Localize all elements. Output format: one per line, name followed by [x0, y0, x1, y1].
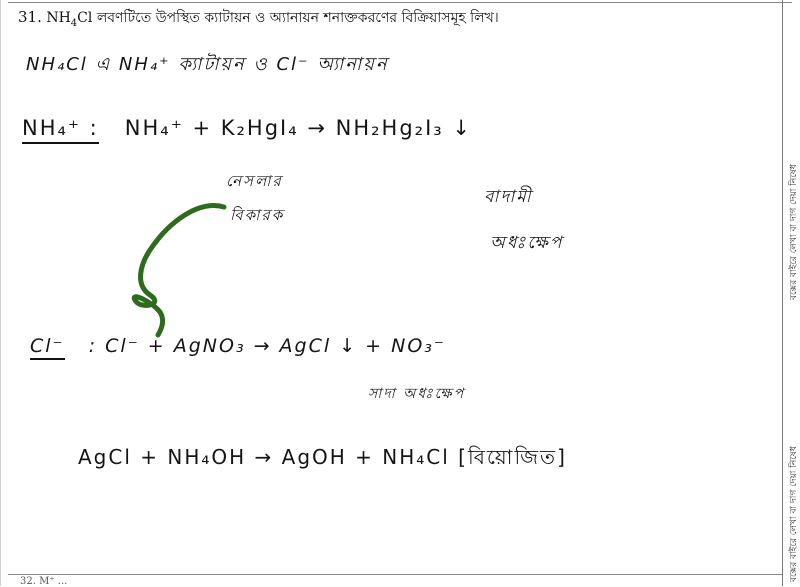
answer-line-dissolution: AgCl + NH₄OH → AgOH + NH₄Cl [বিয়োজিত] [78, 445, 567, 469]
chloride-equation: : Cl⁻ + AgNO₃ → AgCl ↓ + NO₃⁻ [88, 335, 446, 357]
margin-warning-bottom: বক্সের বাইরে লেখা বা দাগ দেয়া নিষেধ [789, 446, 799, 582]
note-precipitate: অধঃক্ষেপ [490, 233, 564, 253]
question-text: লবণটিতে উপস্থিত ক্যাটায়ন ও অ্যানায়ন শনাক্তকরণের বিক্রিয়াসমূহ লিখ। [96, 10, 499, 26]
answer-line-ammonium-test [22, 116, 472, 140]
ammonium-equation: NH₄⁺ + K₂HgI₄ → NH₂Hg₂I₃ ↓ [124, 116, 472, 140]
question-prompt [18, 6, 499, 30]
answer-line-ions: NH₄Cl এ NH₄⁺ ক্যাটায়ন ও Cl⁻ অ্যানায়ন [26, 54, 389, 75]
top-border [8, 2, 792, 3]
ammonium-label: NH₄⁺ : [22, 116, 99, 144]
note-reagent: বিকারক [230, 206, 285, 224]
chloride-label: Cl⁻ [30, 335, 65, 360]
right-margin-border [782, 0, 783, 586]
next-question-peek: 32. M⁺ ... [20, 576, 68, 587]
question-formula: $NH_4Cl$ [46, 10, 93, 29]
note-brown: বাদামী [484, 187, 533, 207]
question-number: 31. [18, 8, 42, 26]
answer-line-chloride-test [30, 335, 446, 357]
note-white-precipitate: সাদা অধঃক্ষেপ [368, 386, 466, 402]
note-nessler: নেসলার [226, 172, 283, 190]
bottom-border [8, 574, 782, 575]
margin-warning-top: বক্সের বাইরে লেখা বা দাগ দেয়া নিষেধ [789, 164, 799, 300]
